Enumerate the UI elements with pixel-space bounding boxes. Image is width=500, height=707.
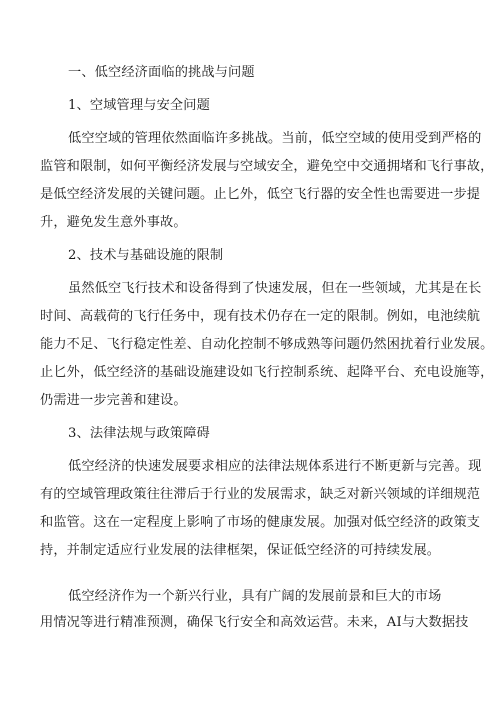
paragraph-line: 低空经济作为一个新兴行业，具有广阔的发展前景和巨大的市场 xyxy=(68,589,442,604)
paragraph-line: 和监管。这在一定程度上影响了市场的健康发展。加强对低空经济的政策支 xyxy=(40,515,481,530)
paragraph-line: 仍需进一步完善和建设。 xyxy=(40,393,187,408)
section-heading-3: 3、法律法规与政策障碍 xyxy=(68,426,210,441)
paragraph-line: 有的空域管理政策往往滞后于行业的发展需求，缺乏对新兴领域的详细规范 xyxy=(40,487,481,502)
paragraph-line: 时间、高载荷的飞行任务中，现有技术仍存在一定的限制。例如，电池续航 xyxy=(40,309,481,324)
paragraph-line: 监管和限制，如何平衡经济发展与空域安全，避免空中交通拥堵和飞行事故， xyxy=(40,159,494,174)
paragraph-line: 低空经济的快速发展要求相应的法律法规体系进行不断更新与完善。现 xyxy=(68,459,482,474)
section-heading-2: 2、技术与基础设施的限制 xyxy=(68,248,224,263)
paragraph-line: 能力不足、飞行稳定性差、自动化控制不够成熟等问题仍然困扰着行业发展。 xyxy=(40,337,494,352)
paragraph-line: 低空空域的管理依然面临许多挑战。当前，低空空域的使用受到严格的 xyxy=(68,131,482,146)
paragraph-line: 用情况等进行精准预测，确保飞行安全和高效运营。未来，AI与大数据技 xyxy=(40,615,469,630)
paragraph-line: 升，避免发生意外事故。 xyxy=(40,215,187,230)
paragraph-line: 是低空经济发展的关键问题。止匕外，低空飞行器的安全性也需要进一步提 xyxy=(40,187,481,202)
paragraph-line: 持，并制定适应行业发展的法律框架，保证低空经济的可持续发展。 xyxy=(40,543,441,558)
paragraph-line: 虽然低空飞行技术和设备得到了快速发展，但在一些领域，尤其是在长 xyxy=(68,281,482,296)
paragraph-line: 止匕外，低空经济的基础设施建设如飞行控制系统、起降平台、充电设施等， xyxy=(40,365,494,380)
section-title: 一、低空经济面临的挑战与问题 xyxy=(68,65,255,80)
section-heading-1: 1、空域管理与安全问题 xyxy=(68,98,210,113)
